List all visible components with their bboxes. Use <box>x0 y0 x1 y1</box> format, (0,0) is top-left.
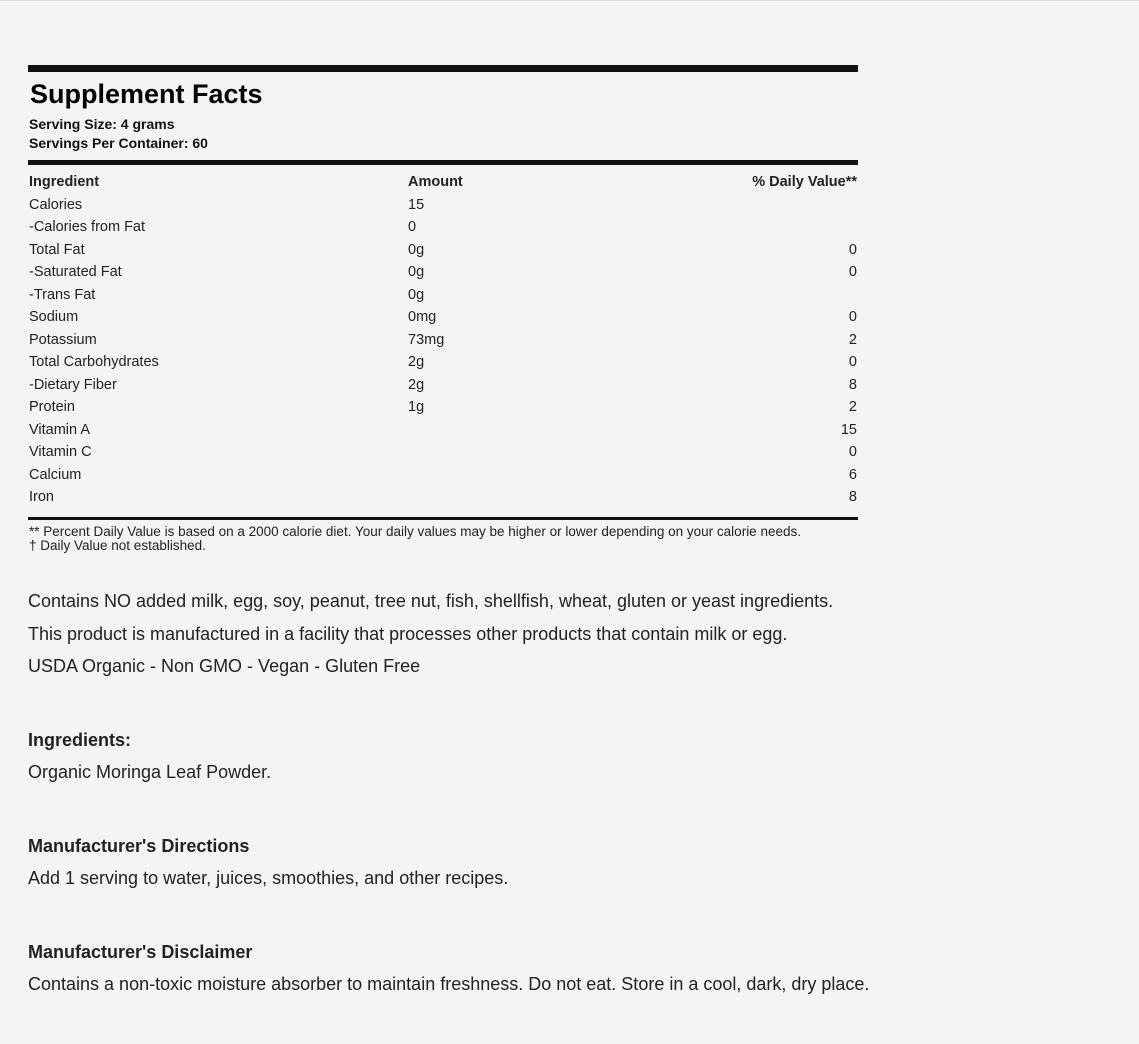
amount-cell: 0g <box>408 264 425 280</box>
daily-value-cell: 0 <box>848 241 857 258</box>
amount-cell: 0g <box>408 241 425 258</box>
daily-value-cell: 15 <box>840 421 857 438</box>
ingredient-cell: Calories <box>29 196 83 213</box>
ingredient-cell: Total Carbohydrates <box>29 354 159 370</box>
allergen-info <box>28 585 1108 683</box>
ingredient-cell: -Dietary Fiber <box>29 376 117 393</box>
ingredient-cell: Protein <box>29 399 75 415</box>
daily-value-cell <box>608 194 858 217</box>
ingredients-section <box>28 724 1108 789</box>
table-row <box>28 216 858 239</box>
ingredient-cell: Sodium <box>29 309 79 325</box>
column-header-ingredient: Ingredient <box>29 174 100 190</box>
ingredient-cell: Vitamin C <box>29 444 92 460</box>
amount-cell <box>407 486 608 509</box>
disclaimer-section <box>28 936 1108 1001</box>
facility-line: This product is manufactured in a facility that processes other products that contain milk or egg. <box>28 623 788 644</box>
allergen-line: Contains NO added milk, egg, soy, peanut, tree nut, fish, shellfish, wheat, gluten or yeast ingredients. <box>28 591 834 611</box>
ingredient-cell: Iron <box>29 489 54 505</box>
amount-cell <box>407 464 608 487</box>
amount-cell: 2g <box>408 354 425 370</box>
ingredients-heading: Ingredients: <box>28 730 132 750</box>
ingredient-cell: Potassium <box>29 331 97 348</box>
certifications-line: USDA Organic - Non GMO - Vegan - Gluten Free <box>28 656 421 676</box>
table-row <box>28 239 858 262</box>
amount-cell: 0 <box>408 219 417 235</box>
disclaimer-text: Contains a non-toxic moisture absorber to maintain freshness. Do not eat. Store in a cool, dark, dry place. <box>28 974 870 994</box>
amount-cell: 2g <box>408 376 425 393</box>
daily-value-footnote: ** Percent Daily Value is based on a 2000 calorie diet. Your daily values may be higher or lower depending on your calorie needs. <box>29 523 801 539</box>
daily-value-cell: 8 <box>848 376 857 393</box>
amount-cell: 1g <box>408 399 425 415</box>
directions-section <box>28 830 1108 895</box>
daily-value-cell: 0 <box>848 354 857 370</box>
amount-cell: 0mg <box>408 309 437 325</box>
table-row <box>28 486 858 509</box>
table-row <box>28 306 858 329</box>
ingredient-cell: Vitamin A <box>29 421 90 438</box>
daily-value-cell <box>608 284 858 307</box>
amount-cell: 15 <box>408 196 425 213</box>
ingredients-text: Organic Moringa Leaf Powder. <box>28 762 272 782</box>
table-row <box>28 374 858 397</box>
ingredient-cell: Total Fat <box>29 241 85 258</box>
supplement-facts-title: Supplement Facts <box>30 79 263 109</box>
table-row <box>28 261 858 284</box>
column-header-daily-value: % Daily Value** <box>752 174 857 190</box>
disclaimer-heading: Manufacturer's Disclaimer <box>28 942 253 962</box>
ingredient-cell: -Calories from Fat <box>29 219 146 235</box>
ingredient-cell: Calcium <box>29 466 82 483</box>
daily-value-cell: 8 <box>848 489 857 505</box>
table-row <box>28 351 858 374</box>
daily-value-cell: 2 <box>848 399 857 415</box>
daily-value-cell: 0 <box>848 264 857 280</box>
not-established-footnote: † Daily Value not established. <box>29 538 206 553</box>
amount-cell <box>407 441 608 464</box>
daily-value-cell: 0 <box>848 309 857 325</box>
table-row <box>28 464 858 487</box>
directions-text: Add 1 serving to water, juices, smoothies, and other recipes. <box>28 868 509 888</box>
serving-size: Serving Size: 4 grams <box>29 116 175 132</box>
ingredient-cell: -Saturated Fat <box>29 264 122 280</box>
amount-cell: 73mg <box>408 331 445 348</box>
table-row <box>28 194 858 217</box>
footer-divider <box>28 517 858 520</box>
nutrition-table <box>28 171 858 509</box>
amount-cell <box>407 419 608 442</box>
table-row <box>28 419 858 442</box>
daily-value-cell: 6 <box>848 466 857 483</box>
column-header-amount: Amount <box>408 174 463 190</box>
header-divider <box>28 160 858 165</box>
directions-heading: Manufacturer's Directions <box>28 836 250 856</box>
table-header-row <box>28 171 858 194</box>
table-row <box>28 284 858 307</box>
daily-value-cell: 2 <box>848 331 857 348</box>
daily-value-cell: 0 <box>848 444 857 460</box>
top-divider <box>28 65 858 72</box>
amount-cell: 0g <box>408 286 425 303</box>
ingredient-cell: -Trans Fat <box>29 286 96 303</box>
table-row <box>28 396 858 419</box>
daily-value-cell <box>608 216 858 239</box>
supplement-facts-panel <box>28 65 858 554</box>
table-row <box>28 441 858 464</box>
servings-per-container: Servings Per Container: 60 <box>29 135 208 151</box>
table-row <box>28 329 858 352</box>
nutrition-table-body <box>28 194 858 509</box>
